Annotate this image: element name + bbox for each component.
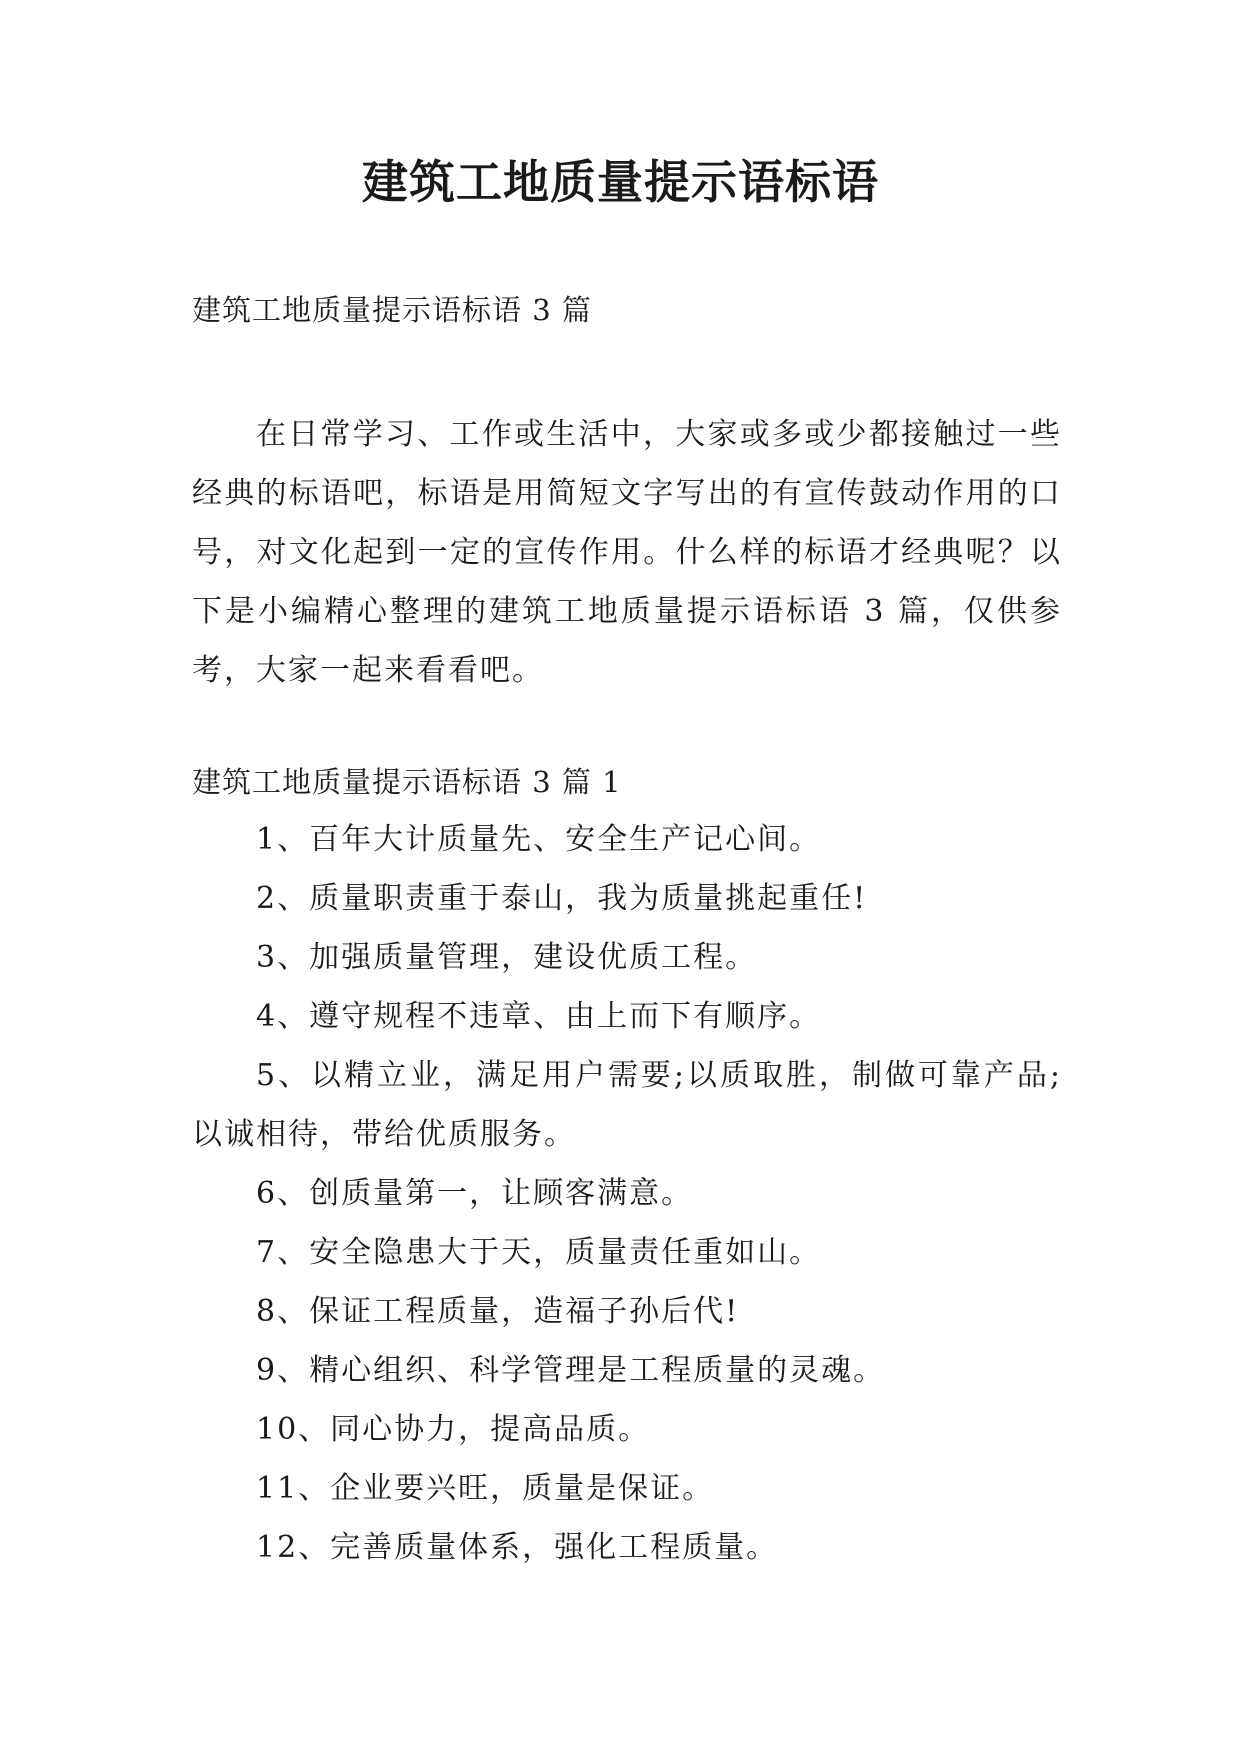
slogan-list: [192, 810, 1062, 1577]
document-title: 建筑工地质量提示语标语: [362, 155, 879, 209]
slogan-item-5: 5、以精立业，满足用户需要;以质取胜，制做可靠产品;以诚相待，带给优质服务。: [192, 1058, 1062, 1152]
slogan-item-9: 9、精心组织、科学管理是工程质量的灵魂。: [256, 1353, 886, 1388]
slogan-item-3: 3、加强质量管理，建设优质工程。: [256, 940, 758, 975]
slogan-item-1: 1、百年大计质量先、安全生产记心间。: [256, 822, 822, 857]
slogan-item-10: 10、同心协力，提高品质。: [256, 1412, 651, 1447]
intro-paragraph: 在日常学习、工作或生活中，大家或多或少都接触过一些经典的标语吧，标语是用简短文字写出的有宣传鼓动作用的口号，对文化起到一定的宣传作用。什么样的标语才经典呢？以下是小编精心整理的建筑工地质量提示语标语 3 篇，仅供参考，大家一起来看看吧。: [192, 417, 1062, 688]
slogan-item-11: 11、企业要兴旺，质量是保证。: [256, 1471, 715, 1506]
slogan-item-12: 12、完善质量体系，强化工程质量。: [256, 1530, 779, 1565]
slogan-item-7: 7、安全隐患大于天，质量责任重如山。: [256, 1235, 822, 1270]
slogan-item-6: 6、创质量第一，让顾客满意。: [256, 1176, 694, 1211]
slogan-item-4: 4、遵守规程不违章、由上而下有顺序。: [256, 999, 822, 1034]
document-subtitle: 建筑工地质量提示语标语 3 篇: [192, 293, 592, 327]
section-title: 建筑工地质量提示语标语 3 篇 1: [192, 765, 622, 799]
slogan-item-8: 8、保证工程质量，造福子孙后代!: [256, 1294, 740, 1329]
slogan-item-2: 2、质量职责重于泰山，我为质量挑起重任!: [256, 881, 868, 916]
